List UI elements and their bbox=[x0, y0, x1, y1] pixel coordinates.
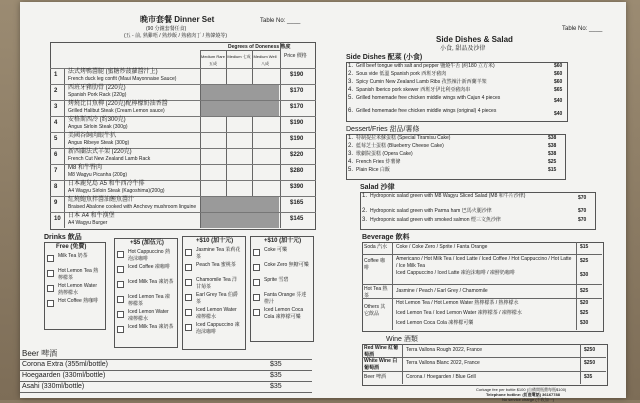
wine-title: Wine 酒類 bbox=[386, 336, 418, 343]
checkbox[interactable] bbox=[253, 309, 260, 316]
side-title: Side Dishes & Salad bbox=[436, 35, 513, 44]
checkbox[interactable] bbox=[117, 326, 124, 333]
checkbox[interactable] bbox=[185, 294, 192, 301]
dinner-sub1: (90 分鐘套餐任食) bbox=[146, 26, 187, 32]
dinner-set-title: 晚市套餐 Dinner Set bbox=[140, 15, 215, 24]
dessert-title: Dessert/Fries 甜品/薯條 bbox=[346, 126, 420, 133]
doneness-title: Degrees of Doneness 熟度 bbox=[228, 44, 291, 50]
checkbox[interactable] bbox=[185, 324, 192, 331]
dinner-sub2: (五 - 前, 熟雞唔 / 熟炒飯 / 熟豬肉丁 / 熟韓燒等) bbox=[124, 33, 228, 39]
footer-corkage: Corkage fee per bottle $100 (自備開瓶費每瓶$100) bbox=[476, 387, 567, 392]
checkbox[interactable] bbox=[185, 279, 192, 286]
checkbox[interactable] bbox=[117, 296, 124, 303]
checkbox[interactable] bbox=[47, 270, 54, 277]
checkbox[interactable] bbox=[253, 294, 260, 301]
beverage-title: Beverage 飲料 bbox=[362, 234, 410, 241]
checkbox[interactable] bbox=[253, 249, 260, 256]
checkbox[interactable] bbox=[253, 264, 260, 271]
table-no-right: Table No: ____ bbox=[562, 26, 603, 32]
checkbox[interactable] bbox=[185, 264, 192, 271]
col-medium-well: Medium Well 八成 bbox=[253, 54, 277, 66]
side-sub: 小食, 甜品及沙律 bbox=[440, 46, 486, 52]
checkbox[interactable] bbox=[117, 266, 124, 273]
checkbox[interactable] bbox=[47, 300, 54, 307]
checkbox[interactable] bbox=[253, 279, 260, 286]
beer-title: Beer 啤酒 bbox=[22, 349, 58, 358]
checkbox[interactable] bbox=[117, 281, 124, 288]
side-dishes-title: Side Dishes 配菜 (小食) bbox=[346, 54, 423, 61]
drinks-title: Drinks 飲品 bbox=[44, 234, 82, 241]
table-no-left: Table No: ____ bbox=[260, 18, 301, 24]
footer-service: No service charge (不收加一) bbox=[502, 397, 555, 402]
menu-sheet: 晚市套餐 Dinner Set Table No: ____ (90 分鐘套餐任食) (五 - 前, 熟雞唔 / 熟炒飯 / 熟豬肉丁 / 熟韓燒等) Degrees of Doneness 熟度 Medium Rare 五成 Medium 七成 Medium Well 八成 Price 價格 1 法式烤鴨醬腿 (蜜糖炒菠蘿醬汁上) French duck leg confit (Maui Mayonnaise Sauce) $190 2 西班牙豬肋骨 (220克) Spanish Pork Rack (220g) $170 3 烤燒比目魚柳 (220克)配檸檬奶油香醬 Grilled Halibut Steak (Cream Lemon sauce) $170 4 安格斯西冷 (約300克) Angus Sirloin Steak (300g) $190 5 美國谷飼肉眼牛扒 Angus Ribeye Steak (300g) $190 6 新西蘭法式羊架 (220克) French Cut New Zealand Lamb Rack $220 7 M8 和牛臀肉 M8 Wagyu Picanha (200g) $280 8 日本鹿兒島 A5 和牛西冷牛排 A4 Wagyu Sirloin Steak (Kagoshima)(200g) $390 9 紅燒鮑魚拌醬油鰹魚醬汁 Braised Abalone cooked with Anchovy mushroom linguine $165 10 日本 A4 和牛漢堡 A4 Wagyu Burger $145 Drinks 飲品 Free (免費) Milk Tea 奶茶 Hot Lemon Tea 熱檸檬茶 Hot Lemon Water 熱檸檬水 Hot Coffee 熱咖啡 +$5 (加伍元) Hot Cappuccino 熱泡沫咖啡 Iced Coffee 凍咖啡 Iced Milk Tea 凍奶茶 Iced Lemon Tea 凍檸檬茶 Iced Lemon Water 凍檸檬水 Iced Milk Tea 凍奶茶 +$10 (加十元) Jasmine Tea 茉莉花茶 Peach Tea 蜜桃茶 Chamomile Tea 洋甘菊茶 Earl Grey Tea 伯爵茶 Iced Lemon Water 凍檸檬水 Iced Cappuccino 凍泡沫咖啡 +$10 (加十元) Coke 可樂 Coke Zero 無糖可樂 Sprite 雪碧 Fanta Orange 芬達橙汁 Iced Lemon Coca Cola 凍檸檬可樂 Beer 啤酒 Corona Extra (355ml/bottle) $35 Hoegaarden (330ml/bottle) $35 Asahi (330ml/bottle) $35 Side Dishes & Salad 小食, 甜品及沙律 Table No: ____ Side Dishes 配菜 (小食) 1. Grill beef tongue with salt and pepper 鹽燒牛舌 (約180 立方米) $60 2. Sous vide 低溫 Spanish pork 西班牙豬肉 $60 3. Spicy Cumin New Zealand Lamb Ribs 孜然辣汁新西蘭羊架 $60 4. Spanish Iberico pork skewer 西班牙伊比利亞豬肉串 $65 5. Grilled homemade free chicken middle wings with Cajun 4 pieces $40 6. Grilled homemade free chicken middle wings (original) 4 pieces $40 Dessert/Fries 甜品/薯條 1. 特制提拉米蘇蛋糕 (Special Tiramisu Cake) $38 2. 藍莓芝士蛋糕 (Blueberry Cheese Cake) $38 3. 歌劇院蛋糕 (Opera Cake) $38 4. French Fries 炸薯條 $25 5. Plain Rice 白飯 $15 Salad 沙律 1. Hydroponic salad green with M8 Wagyu Sliced Salad (M8 和牛片沙律) $70 2. Hydroponic salad green with Parma ham 巴馬火腿沙律 $70 3. Hydroponic salad green with smoked salmon 煙三文魚沙律 $70 Beverage 飲料 Soda 汽水 Coke / Coke Zero / Sprite / Fanta Orange $15 Coffee 咖啡 Americano / Hot Milk Tea / Iced Latte / Iced Coffee / Hot Cappuccino / Hot Latte / Ice Milk Tea $25 Iced Cappuccino / Iced Latte 凍泡沫咖啡 / 凍鮮奶咖啡 $30 Hot Tea 熱茶 Jasmine / Peach / Earl Grey / Chamomile $25 Others 其它飲品 Hot Lemon Tea / Hot Lemon Water 熱檸檬茶 / 熱檸檬水 $20 Iced Lemon Tea / Iced Lemon Water 凍檸檬茶 / 凍檸檬水 $25 Iced Lemon Coca Cola 凍檸檬可樂 $30 Wine 酒類 Red Wine 紅葡萄酒 Terra Vallona Rough 2022, France $250 White Wine 白葡萄酒 Terra Vallona Blanc 2022, France $250 Beer 啤酒 Corona / Hoegarden / Blue Grill $35 Corkage fee per bottle $100 (自備開瓶費每瓶$100) Telephone hotline: (訂座電話) 36167788 No service charge (不收加一) bbox=[20, 2, 626, 398]
checkbox[interactable] bbox=[117, 251, 124, 258]
checkbox[interactable] bbox=[47, 255, 54, 262]
footer-hotline: Telephone hotline: (訂座電話) 36167788 bbox=[486, 392, 560, 397]
col-medium-rare: Medium Rare 五成 bbox=[200, 54, 225, 66]
checkbox[interactable] bbox=[47, 285, 54, 292]
col-price: Price 價格 bbox=[284, 53, 307, 59]
salad-title: Salad 沙律 bbox=[360, 184, 395, 191]
checkbox[interactable] bbox=[117, 311, 124, 318]
col-medium: Medium 七成 bbox=[227, 54, 251, 59]
checkbox[interactable] bbox=[185, 309, 192, 316]
checkbox[interactable] bbox=[185, 249, 192, 256]
